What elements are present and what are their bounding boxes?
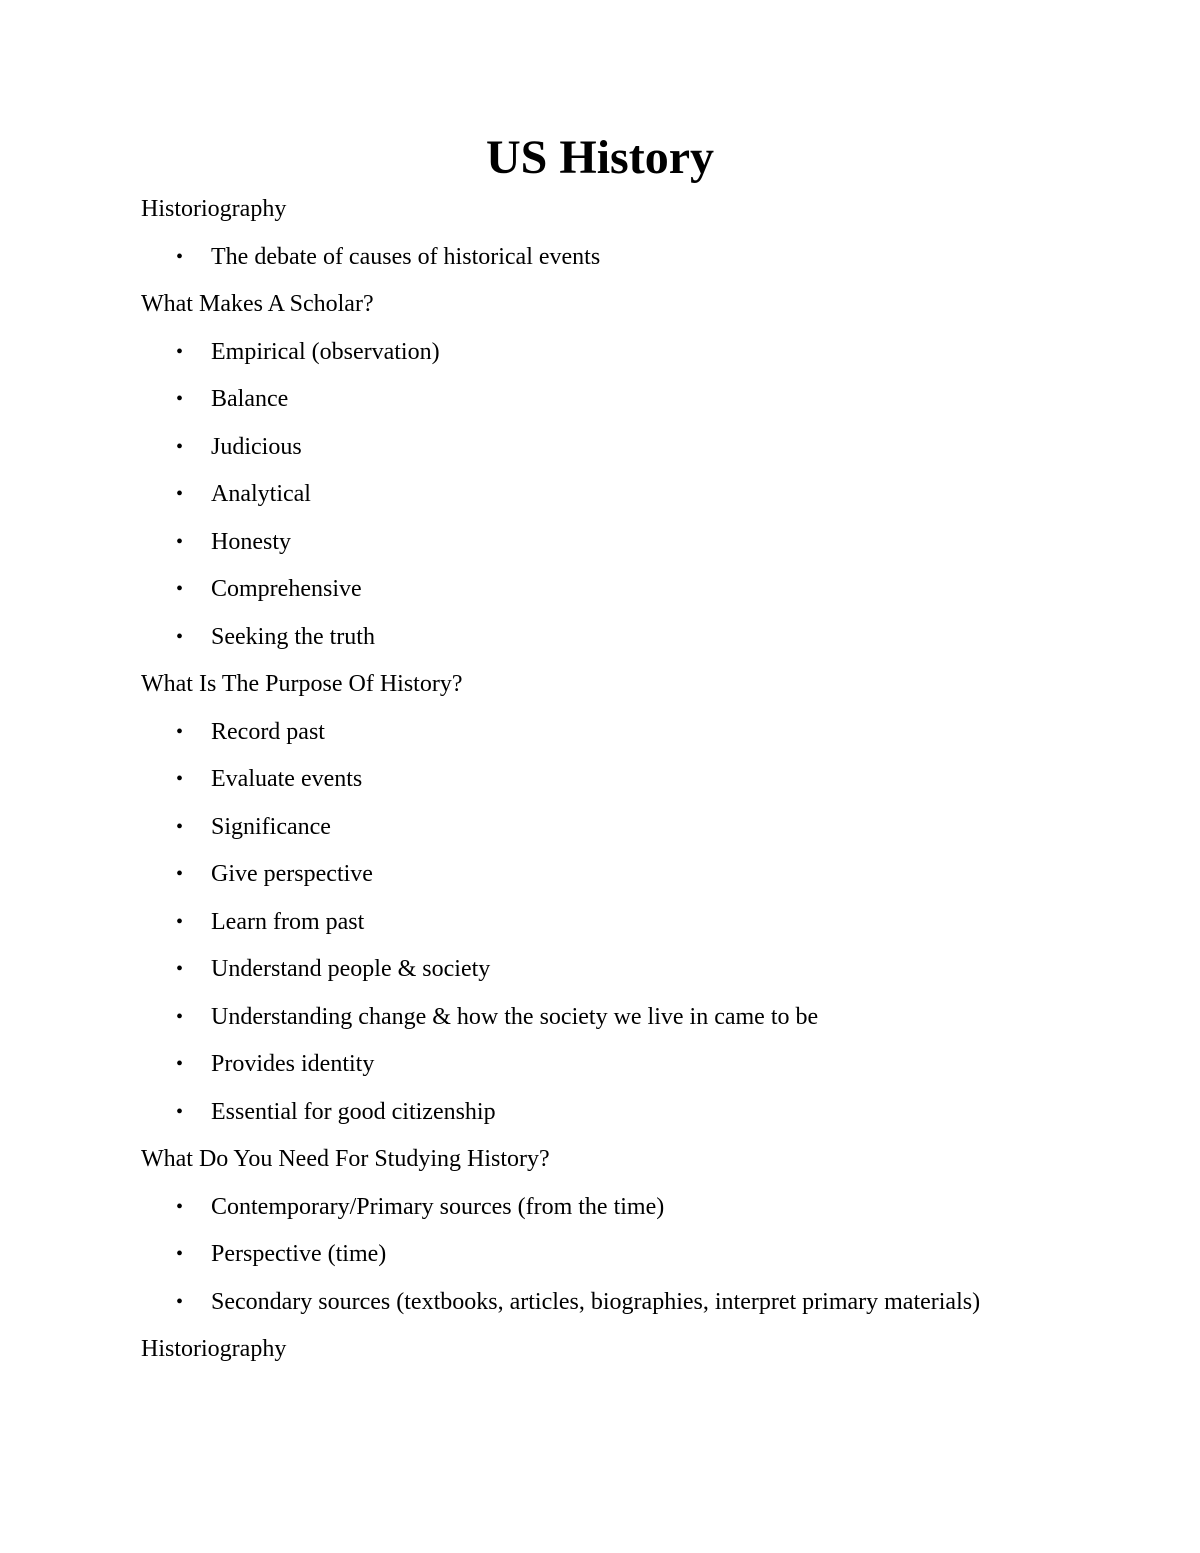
list-item-text: Significance <box>211 813 331 840</box>
list-item-text: Contemporary/Primary sources (from the time) <box>211 1193 665 1220</box>
bullet-icon: • <box>176 1053 184 1075</box>
list-item-text: Evaluate events <box>211 766 363 792</box>
section-heading: What Makes A Scholar? <box>141 291 374 317</box>
list-item <box>141 376 1061 424</box>
bullet-icon: • <box>176 435 184 458</box>
section-heading: Historiography <box>141 1336 287 1362</box>
list-item <box>141 946 1061 994</box>
bullet-icon: • <box>176 625 184 648</box>
list-item-text: Record past <box>211 718 325 745</box>
sections-container <box>141 186 1061 1374</box>
list-item-text: Perspective (time) <box>211 1241 387 1267</box>
list-item <box>141 471 1061 519</box>
list-item <box>141 804 1061 852</box>
list-item <box>141 234 1061 282</box>
bullet-icon: • <box>176 768 184 790</box>
list-item-text: Give perspective <box>211 861 373 887</box>
bullet-icon: • <box>176 530 184 553</box>
bullet-icon: • <box>176 958 184 980</box>
list-item <box>141 709 1061 757</box>
list-item-text: The debate of causes of historical events <box>211 243 601 270</box>
section-heading: Historiography <box>141 196 287 222</box>
list-item <box>141 1279 1061 1327</box>
bullet-list <box>141 234 1061 282</box>
list-item <box>141 994 1061 1042</box>
bullet-list <box>141 329 1061 662</box>
list-item-text: Empirical (observation) <box>211 338 440 365</box>
list-item <box>141 424 1061 472</box>
list-item-text: Seeking the truth <box>211 623 375 650</box>
bullet-icon: • <box>176 1243 184 1265</box>
list-item <box>141 329 1061 377</box>
list-item <box>141 566 1061 614</box>
list-item-text: Honesty <box>211 528 291 555</box>
list-item <box>141 1089 1061 1137</box>
bullet-icon: • <box>176 340 184 363</box>
list-item <box>141 614 1061 662</box>
section-heading: What Do You Need For Studying History? <box>141 1146 550 1172</box>
list-item <box>141 519 1061 567</box>
bullet-list <box>141 709 1061 1137</box>
list-item-text: Understanding change & how the society we live in came to be <box>211 1003 819 1030</box>
bullet-icon: • <box>176 1100 184 1123</box>
bullet-icon: • <box>176 483 184 505</box>
bullet-icon: • <box>176 388 184 410</box>
bullet-list <box>141 1184 1061 1327</box>
list-item-text: Secondary sources (textbooks, articles, biographies, interpret primary materials) <box>211 1288 981 1315</box>
document-title: US History <box>486 131 714 184</box>
list-item <box>141 756 1061 804</box>
bullet-icon: • <box>176 910 184 933</box>
bullet-icon: • <box>176 578 184 600</box>
list-item-text: Provides identity <box>211 1051 375 1077</box>
list-item-text: Understand people & society <box>211 956 491 982</box>
list-item <box>141 1041 1061 1089</box>
bullet-icon: • <box>176 245 184 268</box>
bullet-icon: • <box>176 863 184 885</box>
bullet-icon: • <box>176 720 184 743</box>
list-item <box>141 851 1061 899</box>
section-heading: What Is The Purpose Of History? <box>141 671 463 697</box>
list-item <box>141 1231 1061 1279</box>
document-body <box>141 131 1061 1374</box>
list-item-text: Learn from past <box>211 908 365 935</box>
list-item-text: Balance <box>211 386 289 412</box>
bullet-icon: • <box>176 1195 184 1218</box>
bullet-icon: • <box>176 815 184 838</box>
bullet-icon: • <box>176 1290 184 1313</box>
list-item-text: Analytical <box>211 481 311 507</box>
list-item <box>141 899 1061 947</box>
list-item-text: Essential for good citizenship <box>211 1098 496 1125</box>
bullet-icon: • <box>176 1005 184 1028</box>
list-item <box>141 1184 1061 1232</box>
list-item-text: Judicious <box>211 433 302 460</box>
list-item-text: Comprehensive <box>211 576 362 602</box>
